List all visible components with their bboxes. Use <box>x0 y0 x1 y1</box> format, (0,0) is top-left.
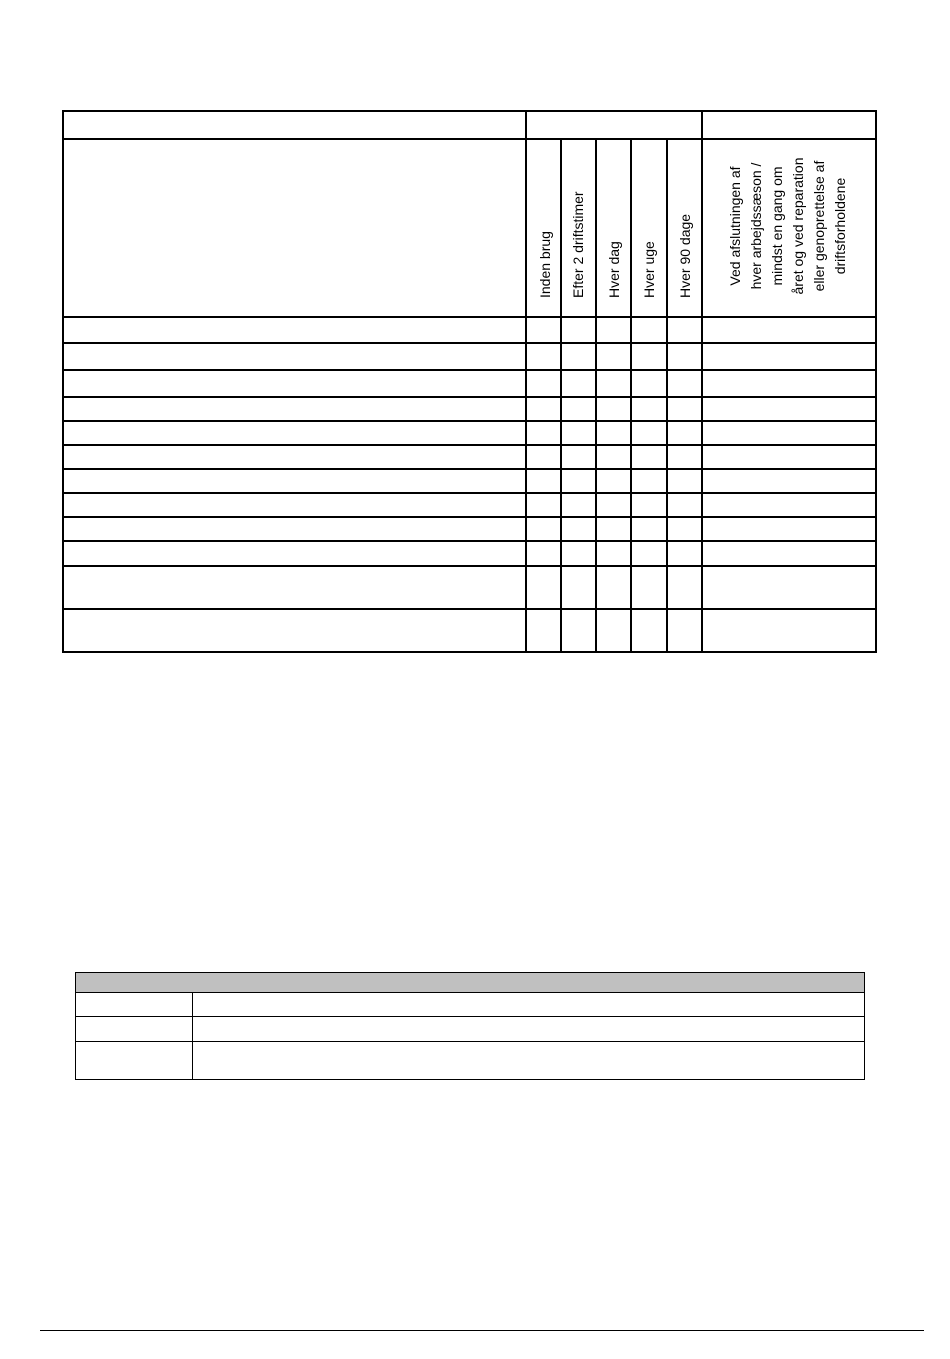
table-row-line <box>62 565 877 567</box>
table-row-line <box>62 608 877 610</box>
table-row-line <box>62 540 877 542</box>
header-season-line: mindst en gang om <box>769 166 785 286</box>
small-table-col-divider <box>192 992 193 1080</box>
table-col-divider <box>701 110 703 653</box>
table-col-divider <box>560 138 562 653</box>
header-hver-90-dage: Hver 90 dage <box>677 213 693 298</box>
table-row-line <box>62 444 877 446</box>
footer-rule <box>40 1330 924 1331</box>
table-row-line <box>62 492 877 494</box>
header-season-line: Ved afslutningen af <box>727 166 743 286</box>
table-row-line <box>62 516 877 518</box>
header-season-line: eller genoprettelse af <box>811 160 827 292</box>
table-row-line <box>62 396 877 398</box>
table-bottom-border <box>62 651 877 653</box>
header-efter-2-driftstimer: Efter 2 driftstimer <box>570 191 586 298</box>
small-table-row-line <box>75 992 865 993</box>
header-season-line: året og ved reparation <box>790 157 806 295</box>
small-table-left-border <box>75 972 76 1080</box>
table-col-divider <box>666 138 668 653</box>
table-row-line <box>62 369 877 371</box>
header-hver-dag: Hver dag <box>606 241 622 298</box>
header-hver-uge: Hver uge <box>641 241 657 298</box>
table-row-line <box>62 342 877 344</box>
table-right-border <box>875 110 877 653</box>
small-table-row-line <box>75 1041 865 1042</box>
small-table-bottom-border <box>75 1079 865 1080</box>
table-col-divider <box>630 138 632 653</box>
table-row-line <box>62 468 877 470</box>
header-inden-brug: Inden brug <box>537 231 553 298</box>
table-header-bottom <box>62 316 877 318</box>
small-table-right-border <box>864 972 865 1080</box>
table-header-divider <box>62 138 877 140</box>
small-table-header <box>75 972 864 992</box>
table-col-divider <box>525 110 527 653</box>
small-table-row-line <box>75 1016 865 1017</box>
table-col-divider <box>595 138 597 653</box>
header-season-line: hver arbejdssæson / <box>748 162 764 290</box>
table-top-border <box>62 110 877 112</box>
header-season-line: driftsforholdene <box>832 177 848 275</box>
table-row-line <box>62 420 877 422</box>
header-season-end <box>725 142 851 310</box>
small-table-top-border <box>75 972 865 973</box>
table-left-border <box>62 110 64 653</box>
